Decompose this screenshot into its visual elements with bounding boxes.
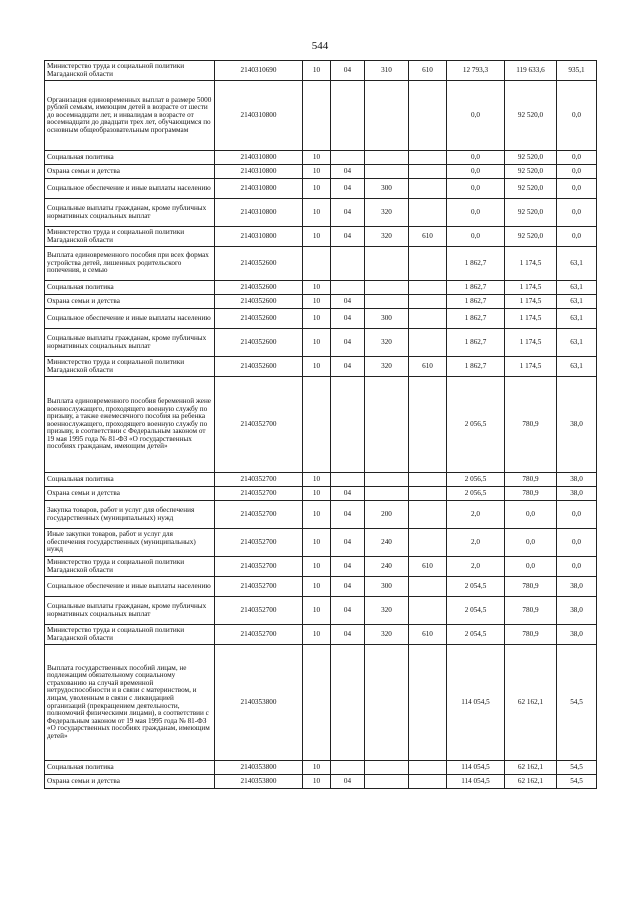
row-code: 2140352700 [215,625,303,645]
row-code: 2140352700 [215,577,303,597]
row-section [303,377,331,473]
row-value-2: 92 520,0 [505,81,557,151]
row-code: 2140352600 [215,295,303,309]
row-value-2: 92 520,0 [505,199,557,227]
table-row [45,357,597,377]
row-value-3: 0,0 [557,227,597,247]
row-subsection: 04 [331,61,365,81]
row-admin-code [409,473,447,487]
table-row [45,473,597,487]
row-section: 10 [303,761,331,775]
row-value-1: 114 054,5 [447,645,505,761]
row-subsection: 04 [331,357,365,377]
page-number: 544 [311,40,329,52]
row-value-3: 0,0 [557,529,597,557]
table-row [45,309,597,329]
row-subsection: 04 [331,501,365,529]
row-name: Министерство труда и социальной политики Магаданской области [45,357,215,377]
row-subsection [331,645,365,761]
row-value-2: 119 633,6 [505,61,557,81]
row-expense-type: 200 [365,501,409,529]
row-name: Министерство труда и социальной политики Магаданской области [45,61,215,81]
table-row [45,61,597,81]
row-value-2: 92 520,0 [505,227,557,247]
row-value-3: 63,1 [557,309,597,329]
row-value-3: 38,0 [557,487,597,501]
table-row [45,247,597,281]
budget-table [44,60,597,789]
row-section [303,645,331,761]
table-row [45,179,597,199]
table-row [45,281,597,295]
table-body [45,61,597,789]
row-name: Охрана семьи и детства [45,775,215,789]
row-code: 2140353800 [215,775,303,789]
row-code: 2140352600 [215,357,303,377]
row-admin-code [409,775,447,789]
table-row [45,377,597,473]
row-expense-type: 310 [365,61,409,81]
table-row [45,501,597,529]
row-section: 10 [303,775,331,789]
row-subsection: 04 [331,309,365,329]
row-value-3: 54,5 [557,775,597,789]
row-value-1: 1 862,7 [447,329,505,357]
row-code: 2140352700 [215,473,303,487]
row-subsection: 04 [331,775,365,789]
row-section [303,247,331,281]
row-value-3: 0,0 [557,557,597,577]
row-expense-type [365,377,409,473]
row-name: Выплата государственных пособий лицам, не подлежащим обязательному социальному страхованию на случай временной нетрудоспособности и в связи с материнством, и лицам, уволенным в связи с ликвидацией организаций (прекращением деятельности, полномочий физическими лицами), в соответствии с Федеральным законом от 19 мая 1995 года № 81-ФЗ «О государственных пособиях гражданам, имеющим детей» [45,645,215,761]
row-name: Охрана семьи и детства [45,165,215,179]
row-value-1: 1 862,7 [447,281,505,295]
table-row [45,645,597,761]
row-value-2: 780,9 [505,487,557,501]
row-code: 2140352600 [215,281,303,295]
table-row [45,487,597,501]
row-value-3: 63,1 [557,329,597,357]
row-code: 2140310800 [215,179,303,199]
row-value-1: 114 054,5 [447,775,505,789]
row-admin-code [409,377,447,473]
row-name: Социальное обеспечение и иные выплаты населению [45,309,215,329]
row-value-1: 114 054,5 [447,761,505,775]
row-value-1: 2 056,5 [447,377,505,473]
row-admin-code: 610 [409,227,447,247]
row-value-2: 780,9 [505,377,557,473]
row-value-2: 1 174,5 [505,309,557,329]
row-value-1: 2 056,5 [447,473,505,487]
row-admin-code [409,645,447,761]
row-admin-code: 610 [409,61,447,81]
row-name: Охрана семьи и детства [45,295,215,309]
row-subsection: 04 [331,329,365,357]
row-value-2: 0,0 [505,501,557,529]
row-section: 10 [303,501,331,529]
row-value-2: 1 174,5 [505,295,557,309]
row-name: Социальные выплаты гражданам, кроме публичных нормативных социальных выплат [45,597,215,625]
row-name: Выплата единовременного пособия беременной жене военнослужащего, проходящего военную службу по призыву, а также ежемесячного пособия на ребенка военнослужащего, проходящего военную службу по призыву, в соответствии с Федеральным законом от 19 мая 1995 года № 81-ФЗ «О государственных пособиях гражданам, имеющим детей» [45,377,215,473]
row-value-2: 62 162,1 [505,761,557,775]
row-value-1: 0,0 [447,151,505,165]
row-value-2: 780,9 [505,577,557,597]
row-value-1: 2 054,5 [447,625,505,645]
row-expense-type [365,281,409,295]
row-code: 2140352700 [215,529,303,557]
row-admin-code [409,501,447,529]
row-admin-code: 610 [409,625,447,645]
row-name: Социальные выплаты гражданам, кроме публичных нормативных социальных выплат [45,329,215,357]
row-section: 10 [303,473,331,487]
row-admin-code [409,247,447,281]
row-expense-type: 320 [365,329,409,357]
row-admin-code [409,151,447,165]
table-row [45,329,597,357]
row-section: 10 [303,557,331,577]
row-value-2: 0,0 [505,529,557,557]
row-expense-type [365,81,409,151]
row-section: 10 [303,281,331,295]
row-admin-code [409,329,447,357]
row-admin-code [409,529,447,557]
row-subsection: 04 [331,295,365,309]
row-section: 10 [303,179,331,199]
row-code: 2140310690 [215,61,303,81]
row-admin-code: 610 [409,357,447,377]
row-name: Министерство труда и социальной политики Магаданской области [45,557,215,577]
row-value-1: 1 862,7 [447,247,505,281]
table-row [45,625,597,645]
row-name: Организация единовременных выплат в размере 5000 рублей семьям, имеющим детей в возрасте от шести до восемнадцати лет, и инвалидам в возрасте от восемнадцати до двадцати трех лет, обучающимся по основным общеобразовательным программам [45,81,215,151]
row-subsection: 04 [331,529,365,557]
row-value-3: 63,1 [557,281,597,295]
row-subsection: 04 [331,227,365,247]
row-value-3: 63,1 [557,247,597,281]
row-value-1: 2 056,5 [447,487,505,501]
row-value-3: 54,5 [557,761,597,775]
row-section: 10 [303,295,331,309]
row-section: 10 [303,61,331,81]
row-subsection: 04 [331,597,365,625]
row-subsection [331,761,365,775]
row-section: 10 [303,357,331,377]
row-admin-code [409,487,447,501]
row-section: 10 [303,165,331,179]
row-name: Социальная политика [45,473,215,487]
row-code: 2140353800 [215,761,303,775]
row-name: Иные закупки товаров, работ и услуг для обеспечения государственных (муниципальных) нужд [45,529,215,557]
table-row [45,165,597,179]
row-admin-code [409,179,447,199]
row-value-1: 1 862,7 [447,295,505,309]
row-value-2: 92 520,0 [505,165,557,179]
row-code: 2140310800 [215,199,303,227]
row-section: 10 [303,625,331,645]
row-section: 10 [303,529,331,557]
row-subsection [331,247,365,281]
row-value-2: 780,9 [505,597,557,625]
row-value-1: 2 054,5 [447,597,505,625]
row-expense-type [365,761,409,775]
table-row [45,597,597,625]
row-section: 10 [303,597,331,625]
row-value-3: 0,0 [557,501,597,529]
row-expense-type [365,151,409,165]
row-value-1: 12 793,3 [447,61,505,81]
row-subsection [331,151,365,165]
row-name: Социальное обеспечение и иные выплаты населению [45,179,215,199]
row-name: Закупка товаров, работ и услуг для обеспечения государственных (муниципальных) нужд [45,501,215,529]
row-value-3: 0,0 [557,81,597,151]
row-value-2: 92 520,0 [505,151,557,165]
row-value-3: 0,0 [557,151,597,165]
row-subsection: 04 [331,165,365,179]
row-admin-code [409,165,447,179]
table-row [45,761,597,775]
row-value-1: 0,0 [447,199,505,227]
row-value-3: 935,1 [557,61,597,81]
table-row [45,81,597,151]
row-subsection: 04 [331,199,365,227]
row-admin-code [409,577,447,597]
row-expense-type [365,775,409,789]
row-admin-code [409,309,447,329]
row-admin-code [409,295,447,309]
row-expense-type [365,473,409,487]
row-value-2: 780,9 [505,625,557,645]
row-value-2: 92 520,0 [505,179,557,199]
row-section: 10 [303,151,331,165]
row-value-2: 62 162,1 [505,775,557,789]
row-value-3: 0,0 [557,165,597,179]
row-section: 10 [303,309,331,329]
row-code: 2140352600 [215,247,303,281]
row-name: Министерство труда и социальной политики Магаданской области [45,625,215,645]
row-code: 2140352600 [215,309,303,329]
row-expense-type: 320 [365,357,409,377]
row-code: 2140353800 [215,645,303,761]
row-subsection: 04 [331,557,365,577]
table-row [45,529,597,557]
row-subsection [331,473,365,487]
row-expense-type: 240 [365,557,409,577]
row-value-1: 2 054,5 [447,577,505,597]
row-value-3: 0,0 [557,179,597,199]
row-value-1: 0,0 [447,165,505,179]
row-subsection: 04 [331,625,365,645]
row-code: 2140310800 [215,81,303,151]
row-section: 10 [303,577,331,597]
row-value-2: 1 174,5 [505,357,557,377]
row-value-1: 2,0 [447,557,505,577]
table-row [45,577,597,597]
row-subsection [331,377,365,473]
row-code: 2140352700 [215,377,303,473]
row-section: 10 [303,227,331,247]
table-row [45,775,597,789]
row-value-1: 2,0 [447,501,505,529]
row-admin-code [409,761,447,775]
row-admin-code [409,597,447,625]
row-value-3: 38,0 [557,473,597,487]
row-name: Социальное обеспечение и иные выплаты населению [45,577,215,597]
row-value-2: 1 174,5 [505,329,557,357]
row-value-2: 0,0 [505,557,557,577]
row-value-3: 54,5 [557,645,597,761]
row-expense-type: 300 [365,309,409,329]
row-expense-type [365,247,409,281]
row-value-3: 38,0 [557,625,597,645]
table-row [45,295,597,309]
row-name: Социальные выплаты гражданам, кроме публичных нормативных социальных выплат [45,199,215,227]
row-expense-type: 300 [365,179,409,199]
row-expense-type [365,645,409,761]
row-code: 2140352700 [215,597,303,625]
table-row [45,557,597,577]
row-value-3: 38,0 [557,377,597,473]
row-name: Социальная политика [45,761,215,775]
row-admin-code: 610 [409,557,447,577]
row-subsection: 04 [331,179,365,199]
row-name: Министерство труда и социальной политики Магаданской области [45,227,215,247]
row-expense-type: 320 [365,625,409,645]
row-expense-type: 240 [365,529,409,557]
table-row [45,199,597,227]
row-value-1: 2,0 [447,529,505,557]
row-name: Выплата единовременного пособия при всех формах устройства детей, лишенных родительского попечения, в семью [45,247,215,281]
row-code: 2140352700 [215,487,303,501]
row-value-3: 38,0 [557,577,597,597]
row-expense-type [365,165,409,179]
row-admin-code [409,281,447,295]
row-value-1: 0,0 [447,227,505,247]
row-value-1: 1 862,7 [447,357,505,377]
row-value-3: 38,0 [557,597,597,625]
row-expense-type: 320 [365,227,409,247]
row-code: 2140352700 [215,557,303,577]
row-code: 2140310800 [215,165,303,179]
row-name: Охрана семьи и детства [45,487,215,501]
row-code: 2140352700 [215,501,303,529]
row-value-2: 780,9 [505,473,557,487]
row-section [303,81,331,151]
row-expense-type: 320 [365,199,409,227]
row-value-3: 0,0 [557,199,597,227]
row-value-3: 63,1 [557,357,597,377]
row-code: 2140310800 [215,151,303,165]
row-section: 10 [303,199,331,227]
row-expense-type [365,487,409,501]
row-code: 2140310800 [215,227,303,247]
row-value-1: 1 862,7 [447,309,505,329]
row-name: Социальная политика [45,151,215,165]
row-section: 10 [303,487,331,501]
row-value-3: 63,1 [557,295,597,309]
row-admin-code [409,81,447,151]
row-value-2: 62 162,1 [505,645,557,761]
row-expense-type: 320 [365,597,409,625]
row-admin-code [409,199,447,227]
row-expense-type: 300 [365,577,409,597]
row-value-2: 1 174,5 [505,281,557,295]
row-value-1: 0,0 [447,81,505,151]
row-code: 2140352600 [215,329,303,357]
row-section: 10 [303,329,331,357]
row-expense-type [365,295,409,309]
row-value-2: 1 174,5 [505,247,557,281]
row-subsection [331,281,365,295]
row-subsection: 04 [331,577,365,597]
row-subsection [331,81,365,151]
table-row [45,151,597,165]
row-name: Социальная политика [45,281,215,295]
row-value-1: 0,0 [447,179,505,199]
table-row [45,227,597,247]
row-subsection: 04 [331,487,365,501]
